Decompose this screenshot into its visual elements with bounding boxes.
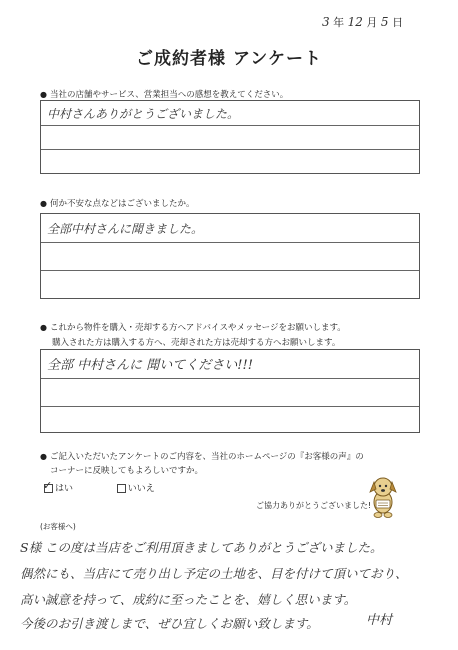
dog-mascot-icon <box>366 472 400 522</box>
bullet-icon: ● <box>40 90 47 99</box>
no-checkbox[interactable] <box>117 484 126 493</box>
ruled-line <box>41 125 419 126</box>
consent-line-1: ご記入いただいたアンケートのご内容を、当社のホームページの『お客様の声』の <box>49 452 364 462</box>
page-title: ご成約者様 アンケート <box>136 49 322 69</box>
customer-message-line: 今後のお引き渡しまで、ぜひ宜しくお願い致します。 <box>20 616 319 631</box>
date-day: 5 <box>380 15 389 29</box>
no-label: いいえ <box>127 484 155 494</box>
answer-box-2[interactable] <box>40 213 420 299</box>
consent-line-2: コーナーに反映してもよろしいですか。 <box>50 466 204 476</box>
ruled-line <box>41 149 419 150</box>
answer-2: 全部中村さんに聞きました。 <box>47 222 204 236</box>
date-year-unit: 年 <box>333 16 345 29</box>
consent-options <box>44 481 155 494</box>
question-2-text: 何か不安な点などはございましたか。 <box>49 199 195 209</box>
question-3 <box>40 321 346 333</box>
signature: 中村 <box>366 613 393 628</box>
date-month: 12 <box>347 15 363 29</box>
question-1 <box>40 88 288 100</box>
ruled-line <box>41 242 419 243</box>
answer-3: 全部 中村さんに 聞いてください!!! <box>47 358 253 373</box>
date-field <box>322 14 403 30</box>
answer-1: 中村さんありがとうございました。 <box>47 107 240 121</box>
ruled-line <box>41 406 419 407</box>
date-day-unit: 日 <box>392 16 404 29</box>
no-option[interactable] <box>117 484 155 494</box>
customer-message-line: 高い誠意を持って、成約に至ったことを、嬉しく思います。 <box>20 592 357 607</box>
bullet-icon: ● <box>40 199 47 208</box>
yes-label: はい <box>55 484 74 494</box>
customer-message-line: 偶然にも、当店にて売り出し予定の土地を、目を付けて頂いており、 <box>20 566 408 581</box>
date-month-unit: 月 <box>366 16 378 29</box>
answer-box-1[interactable] <box>40 100 420 174</box>
answer-box-3[interactable] <box>40 349 420 433</box>
yes-option[interactable] <box>43 479 76 494</box>
check-icon: ✓ <box>43 479 53 492</box>
question-3-text: これから物件を購入・売却する方へアドバイスやメッセージをお願いします。 <box>49 323 346 333</box>
thanks-message: ご協力ありがとうございました! <box>256 501 372 510</box>
consent-question <box>40 450 364 462</box>
date-year: 3 <box>322 15 330 29</box>
question-3-subtext: 購入された方は購入する方へ、売却された方は売却する方へお願いします。 <box>52 338 341 348</box>
bullet-icon: ● <box>40 323 47 332</box>
customer-section-label: (お客様へ) <box>40 522 76 531</box>
bullet-icon: ● <box>40 452 47 461</box>
customer-message-line: S様 この度は当店をご利用頂きましてありがとうございました。 <box>20 540 383 555</box>
ruled-line <box>41 270 419 271</box>
ruled-line <box>41 378 419 379</box>
yes-checkbox[interactable] <box>43 479 53 493</box>
question-2 <box>40 197 195 209</box>
question-1-text: 当社の店舗やサービス、営業担当への感想を教えてください。 <box>49 90 289 100</box>
